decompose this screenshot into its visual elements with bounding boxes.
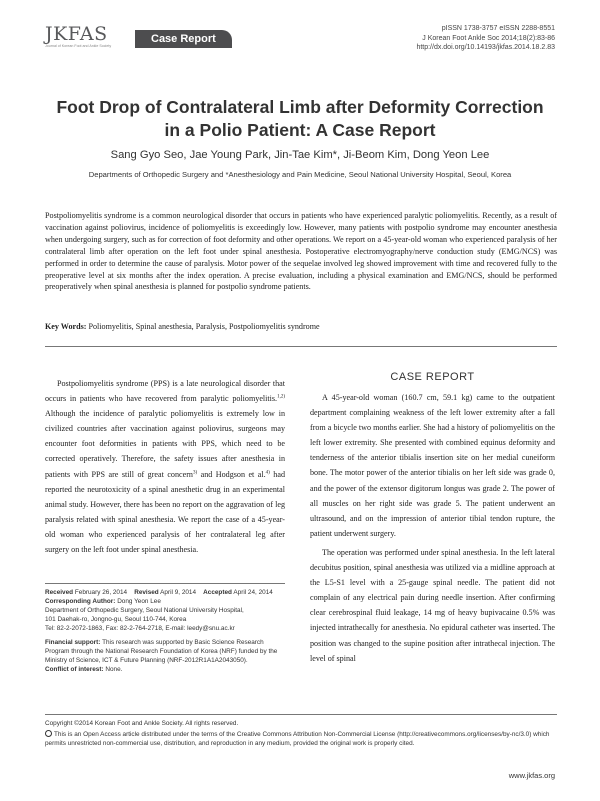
case-report-heading: CASE REPORT xyxy=(390,371,475,383)
abstract: Postpoliomyelitis syndrome is a common neurological disorder that occurs in patients who have experienced paralytic poliomyelitis. Recently, as a result of vaccination against poliovirus, incidence of poliomyelitis is exceedingly low. However, many patients with postpolio syndrome may encounter anesthesia when undergoing surgery, such as for correction of foot deformity and other operations. We report on a 45-year-old woman who experienced paralysis of her contralateral limb after operation on the left foot under spinal anesthesia. Postoperative electromyography/nerve conduction study (EMG/NCS) was performed in order to determine the cause of paralysis. Motor power of the sequelae involved leg showed improvement with time and recovered fully to the preoperative level at six months after the index operation. A precise evaluation, including a physical examination and EMG/NCS, should be performed preoperatively when spinal anesthesia is planned for postpolio syndrome patients. xyxy=(45,211,557,292)
keywords-label: Key Words: xyxy=(45,322,87,331)
article-title xyxy=(40,96,560,142)
journal-logo-subtitle: Journal of Korean Foot and Ankle Society xyxy=(45,44,112,48)
case-report-paragraph-2: The operation was performed under spinal anesthesia. In the left lateral decubitus position, spinal anesthesia was utilized via a midline approach at the L5-S1 level with a 25-gauge spinal needle. The patient did not complain of any electrical pain during needle insertion. After confirming clear cerebrospinal fluid leakage, 14 mg of heavy bupivacaine 0.5% was injected intrathecally for anesthesia. No epidural catheter was inserted. The position was changed to the supine position after intrathecal injection. The level of spinal xyxy=(310,547,555,663)
keywords-divider xyxy=(45,346,557,347)
license-footer xyxy=(45,719,557,748)
financial-support: Financial support: This research was supported by Basic Science Research Program through the National Research Foundation of Korea (NRF) funded by the Ministry of Science, ICT & Future Planning (NRF-2012R1A1A2043050). Conflict of interest: None. xyxy=(45,639,278,673)
journal-logo xyxy=(45,24,123,54)
introduction-column xyxy=(45,376,285,557)
doi-link[interactable]: http://dx.doi.org/10.14193/jkfas.2014.18.2.83 xyxy=(416,44,555,51)
title-line-1: Foot Drop of Contralateral Limb after Deformity Correction xyxy=(56,97,544,117)
journal-meta xyxy=(416,24,555,53)
corresponding-author-label: Corresponding Author: xyxy=(45,598,116,605)
case-report-paragraph-1: A 45-year-old woman (160.7 cm, 59.1 kg) came to the outpatient department complaining weakness of the left lower extremity after a fall from a bicycle two months earlier. She had a history of poliomyelitis on the left lower extremity. She presented with combined equinus deformity and tenderness of the anterior tibialis insertion site on her medial cuneiform bone. The motor power of the anterior tibialis on her left side was grade 0, and the power of the extensor digitorum longus was grade 2. The power of all muscles on her right side was grade 5. The patient underwent an ultrasound, and on the impression of anterior tibial tendon rupture, the patient underwent surgery. xyxy=(310,393,555,538)
article-type-badge: Case Report xyxy=(135,30,232,48)
license-text: This is an Open Access article distributed under the terms of the Creative Commons Attribution Non-Commercial License (http://creativecommons.org/licenses/by-nc/3.0) which permits unrestricted non-commercial use, distribution, and reproduction in any medium, provided the original work is properly cited. xyxy=(45,731,550,747)
citation-ref[interactable]: 1,2) xyxy=(277,394,285,400)
corresponding-author-name: Dong Yeon Lee xyxy=(117,598,161,605)
author-list: Sang Gyo Seo, Jae Young Park, Jin-Tae Kim*, Ji-Beom Kim, Dong Yeon Lee xyxy=(110,149,490,161)
open-access-icon xyxy=(45,730,52,737)
article-dates: Received February 26, 2014 Revised April 9, 2014 Accepted April 24, 2014 Corresponding Author: Dong Yeon Lee Department of Orthopedic Surgery, Seoul National University Hospital, 101 Daehak-ro, Jongno-gu, Seoul 110-744, Korea Tel: 82-2-2072-1863, Fax: 82-2-764-2718, E-mail: leedy@snu.ac.kr xyxy=(45,589,273,632)
footer-divider xyxy=(45,714,557,715)
article-info xyxy=(45,583,285,679)
keywords xyxy=(45,322,557,331)
affiliation: Departments of Orthopedic Surgery and *Anesthesiology and Pain Medicine, Seoul National University Hospital, Seoul, Korea xyxy=(88,170,512,179)
citation-line: J Korean Foot Ankle Soc 2014;18(2):83-86 xyxy=(422,34,555,42)
keywords-text: Poliomyelitis, Spinal anesthesia, Paralysis, Postpoliomyelitis syndrome xyxy=(88,322,320,331)
copyright-line: Copyright ©2014 Korean Foot and Ankle Society. All rights reserved. xyxy=(45,720,239,727)
journal-website-link[interactable]: www.jkfas.org xyxy=(508,771,555,780)
page-header xyxy=(45,22,555,62)
issn-line: pISSN 1738-3757 eISSN 2288-8551 xyxy=(441,25,555,32)
title-line-2: in a Polio Patient: A Case Report xyxy=(164,120,436,140)
citation-ref[interactable]: 3) xyxy=(192,469,198,475)
introduction-paragraph: Postpoliomyelitis syndrome (PPS) is a late neurological disorder that occurs in patients who have recovered from paralytic poliomyelitis.$^{1,2)}$ Although the incidence of paralytic poliomyelitis is extremely low in civilized countries after vaccination against poliovirus, surgeons may encounter foot deformities in patients with PPS, which need to be corrected operatively. Therefore, the safety issues after anesthesia in patients with PPS are still of great concern$^{3)}$ and Hodgson et al.$^{4)}$ had reported the neurotoxicity of a spinal anesthetic drug in an experimental animal study. However, there has been no report on the aggravation of leg paralysis related with spinal anesthesia. We report the case of a 45-year-old woman who experienced paralysis of her contralateral leg after surgery on the left foot under spinal anesthesia. xyxy=(45,379,285,555)
case-report-column xyxy=(310,390,555,666)
journal-logo-text: JKFAS xyxy=(45,23,108,45)
citation-ref[interactable]: 4) xyxy=(265,469,270,475)
contact-line: Tel: 82-2-2072-1863, Fax: 82-2-764-2718, E-mail: leedy@snu.ac.kr xyxy=(45,625,235,632)
